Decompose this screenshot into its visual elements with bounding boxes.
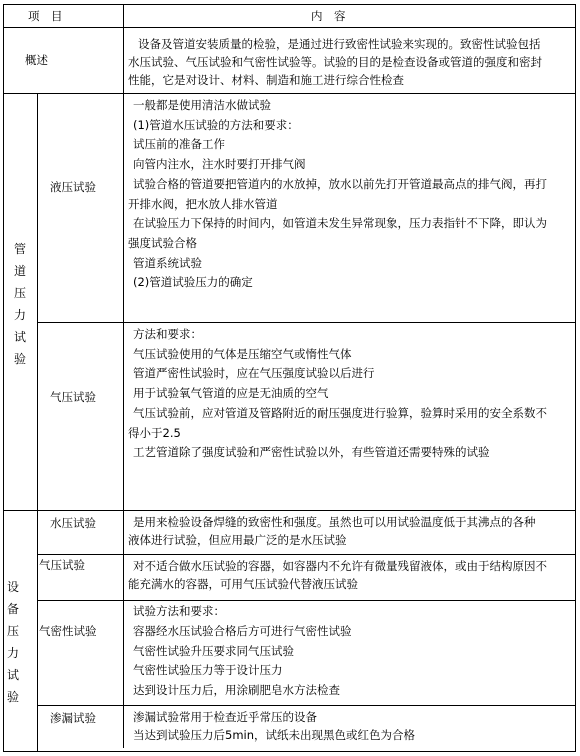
text-line: (2)管道试验压力的确定 — [133, 275, 253, 290]
equipment-water-text — [128, 513, 571, 549]
equipment-airtight-text — [128, 602, 571, 701]
text-line: 试验方法和要求： — [133, 604, 225, 618]
text-line: 在试验压力下保持的时间内，如管道未发生异常现象，压力表指针不下降，即认为 — [133, 216, 547, 231]
divider — [123, 4, 124, 748]
text-line: 开排水阀，把水放人排水管道 — [128, 196, 278, 211]
text-line: 设备及管道安装质量的检验，是通过进行致密性试验来实现的。致密性试验包括 — [138, 37, 541, 51]
pipeline-pneumatic-text — [128, 325, 571, 463]
divider — [37, 510, 38, 752]
text-line: 试验合格的管道要把管道内的水放掉，放水以前先打开管道最高点的排气阀，再打 — [133, 176, 547, 191]
equipment-air-text — [128, 557, 571, 593]
text-line: 试压前的准备工作 — [133, 137, 225, 152]
text-line: 液体进行试验，但应用最广泛的是水压试验 — [128, 533, 347, 547]
header-item: 项 目 — [28, 9, 63, 23]
text-line: 水压试验、气压试验和气密性试验等。试验的目的是检查设备或管道的强度和密封 — [128, 55, 542, 69]
text-line: 当达到试验压力后5min，试纸未出现黑色或红色为合格 — [133, 728, 415, 742]
text-line: 容器经水压试验合格后方可进行气密性试验 — [133, 623, 352, 638]
text-line: 气压试验前，应对管道及管路附近的耐压强度进行验算，验算时采用的安全系数不 — [133, 405, 547, 420]
pipeline-pneumatic-label: 气压试验 — [50, 390, 96, 404]
divider — [37, 322, 576, 323]
divider — [37, 93, 38, 510]
overview-label: 概述 — [25, 53, 48, 67]
text-line: 气密性试验升压要求同气压试验 — [133, 643, 294, 658]
text-line: 用于试验氧气管道的应是无油质的空气 — [133, 386, 329, 401]
text-line: 性能，它是对设计、材料、制造和施工进行综合性检查 — [128, 73, 404, 87]
group-label-pipeline: 管道压力试验 — [13, 242, 26, 366]
text-line: 渗漏试验常用于检查近乎常压的设备 — [133, 710, 317, 724]
divider — [37, 705, 576, 706]
text-line: 对不适合做水压试验的容器，如容器内不允许有微量残留液体，或由于结构原因不 — [133, 559, 547, 573]
text-line: 得小于2.5 — [128, 425, 181, 440]
divider — [3, 27, 576, 28]
pipeline-hydraulic-text — [128, 96, 571, 293]
text-line: 达到设计压力后，用涂刷肥皂水方法检查 — [133, 683, 340, 698]
text-line: 管道严密性试验时，应在气压强度试验以后进行 — [133, 366, 375, 381]
group-label-equipment: 设备压力试验 — [6, 580, 19, 704]
equipment-leak-label: 渗漏试验 — [50, 711, 96, 725]
text-line: 工艺管道除了强度试验和严密性试验以外，有些管道还需要特殊的试验 — [133, 445, 490, 460]
text-line: 向管内注水，注水时要打开排气阀 — [133, 157, 306, 172]
text-line: 方法和要求： — [133, 327, 202, 341]
overview-text — [128, 35, 571, 89]
text-line: 一般都是使用清洁水做试验 — [133, 98, 271, 112]
divider — [3, 93, 576, 94]
text-line: 管道系统试验 — [133, 255, 202, 270]
text-line: 强度试验合格 — [128, 235, 197, 250]
equipment-air-label: 气压试验 — [39, 558, 85, 572]
text-line: 是用来检验设备焊缝的致密性和强度。虽然也可以用试验温度低于其沸点的各种 — [133, 515, 536, 529]
text-line: (1)管道水压试验的方法和要求： — [133, 117, 299, 132]
divider — [37, 600, 576, 601]
text-line: 气密性试验压力等于设计压力 — [133, 663, 283, 678]
divider — [37, 554, 576, 555]
equipment-water-label: 水压试验 — [50, 516, 96, 530]
pipeline-hydraulic-label: 液压试验 — [50, 180, 96, 194]
header-content: 内 容 — [311, 9, 346, 23]
divider — [3, 510, 576, 511]
text-line: 能充满水的容器，可用气压试验代替液压试验 — [128, 577, 358, 591]
text-line: 气压试验使用的气体是压缩空气或惰性气体 — [133, 346, 352, 361]
equipment-airtight-label: 气密性试验 — [39, 624, 97, 638]
equipment-leak-text — [128, 708, 571, 744]
